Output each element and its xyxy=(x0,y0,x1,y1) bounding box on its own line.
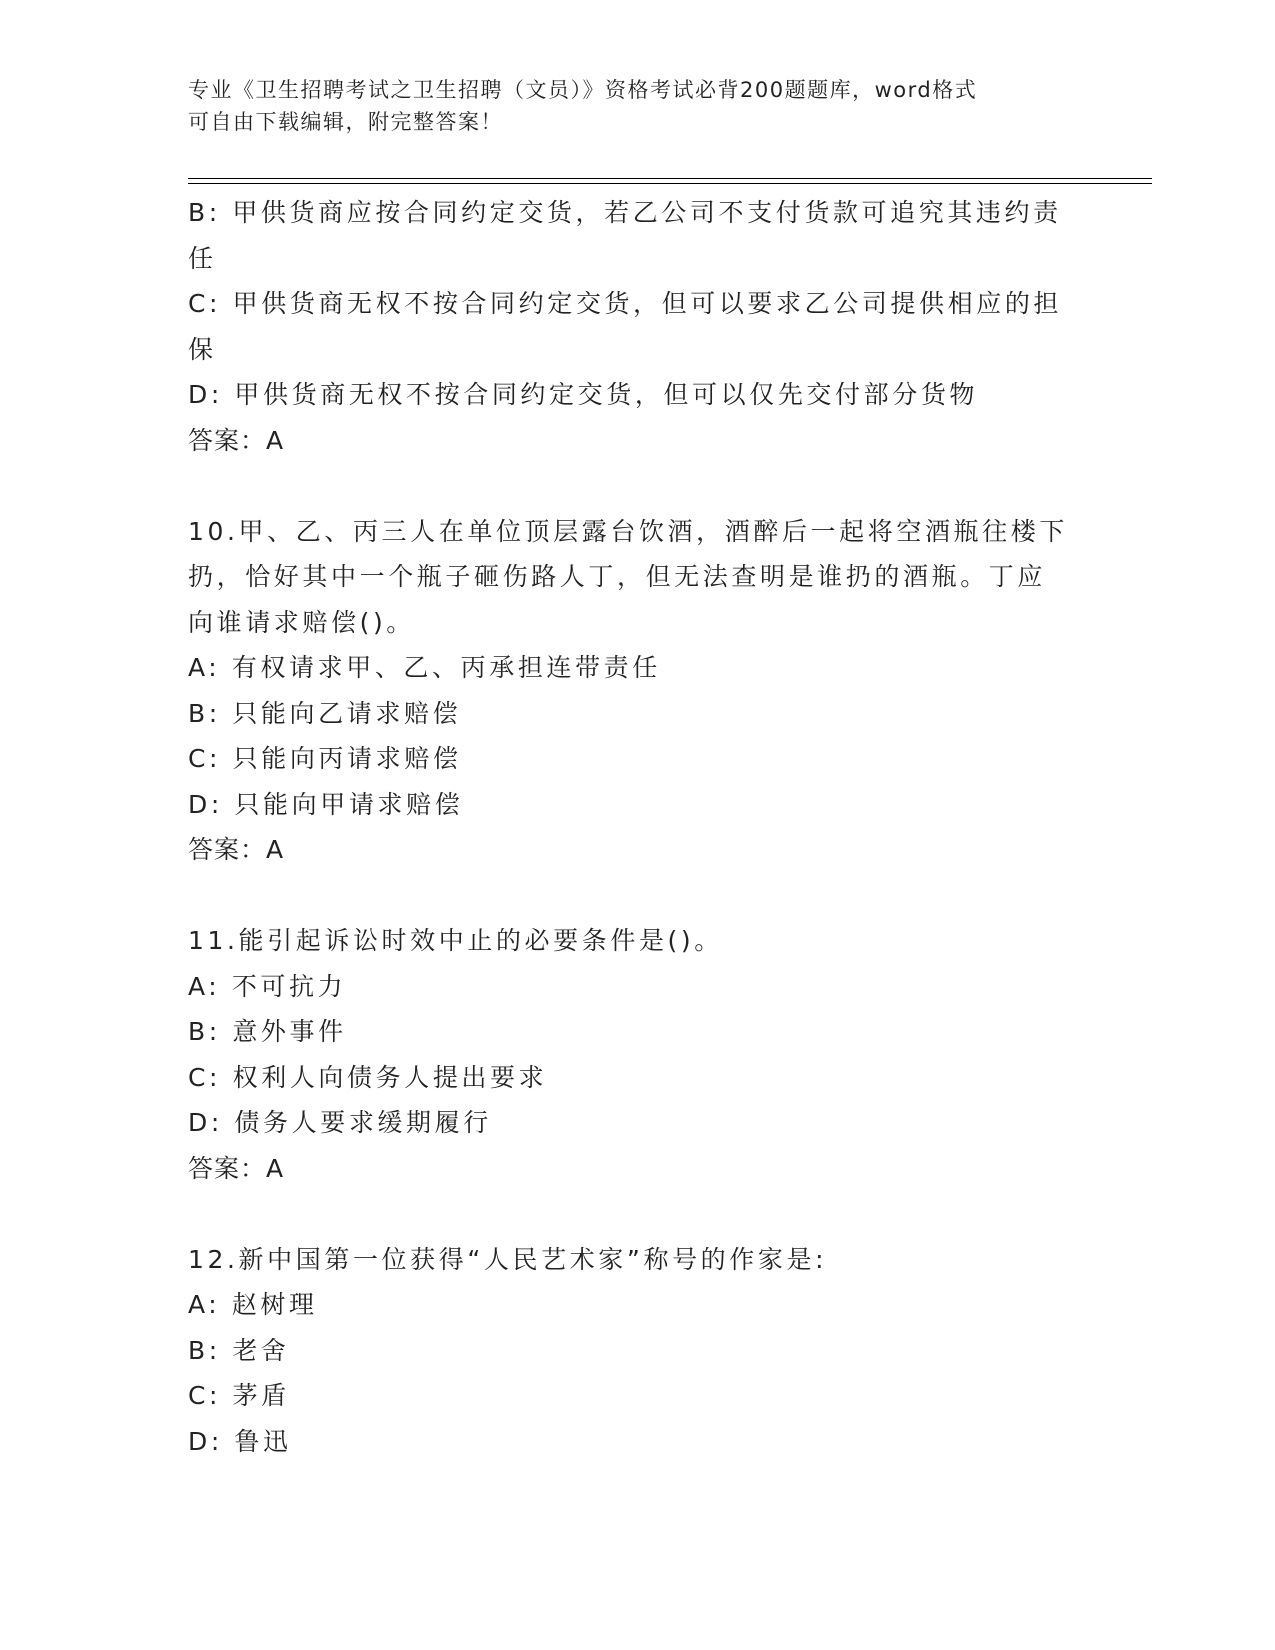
option-c-line-1: C: 甲供货商无权不按合同约定交货，但可以要求乙公司提供相应的担 xyxy=(188,289,1063,318)
option-b: B: 意外事件 xyxy=(188,1017,347,1046)
question-stem-line-3: 向谁请求赔偿()。 xyxy=(188,607,415,637)
option-c-line-2: 保 xyxy=(188,334,217,364)
option-b: B: 老舍 xyxy=(188,1335,290,1365)
question-10 xyxy=(188,509,1088,873)
question-stem-line-2: 扔，恰好其中一个瓶子砸伤路人丁，但无法查明是谁扔的酒瓶。丁应 xyxy=(188,562,1047,591)
option-c: C: 只能向丙请求赔偿 xyxy=(188,744,462,773)
option-b-line-1: B: 甲供货商应按合同约定交货，若乙公司不支付货款可追究其违约责 xyxy=(188,198,1062,227)
option-a: A: 有权请求甲、乙、丙承担连带责任 xyxy=(188,653,661,682)
option-a: A: 不可抗力 xyxy=(188,971,347,1001)
header-rule-bottom xyxy=(188,183,1152,184)
question-content xyxy=(188,190,1088,1464)
question-9-tail xyxy=(188,190,1088,463)
option-a: A: 赵树理 xyxy=(188,1290,318,1319)
spacer xyxy=(188,873,1088,919)
option-c: C: 茅盾 xyxy=(188,1381,290,1410)
option-b-line-2: 任 xyxy=(188,243,217,273)
spacer xyxy=(188,463,1088,509)
header-line-1: 专业《卫生招聘考试之卫生招聘（文员）》资格考试必背200题题库，word格式 xyxy=(188,78,978,102)
spacer xyxy=(188,1191,1088,1237)
option-d: D: 甲供货商无权不按合同约定交货，但可以仅先交付部分货物 xyxy=(188,380,979,409)
header-rule-top xyxy=(188,178,1152,179)
option-c: C: 权利人向债务人提出要求 xyxy=(188,1062,548,1092)
document-header xyxy=(188,74,1088,138)
question-stem-line-1: 10.甲、乙、丙三人在单位顶层露台饮酒，酒醉后一起将空酒瓶往楼下 xyxy=(188,516,1068,546)
question-11 xyxy=(188,918,1088,1191)
question-stem: 12.新中国第一位获得“人民艺术家”称号的作家是: xyxy=(188,1244,828,1274)
header-line-2: 可自由下载编辑，附完整答案！ xyxy=(188,110,503,134)
option-b: B: 只能向乙请求赔偿 xyxy=(188,698,462,728)
option-d: D: 只能向甲请求赔偿 xyxy=(188,789,464,819)
question-12 xyxy=(188,1237,1088,1465)
option-d: D: 债务人要求缓期履行 xyxy=(188,1108,492,1137)
question-stem: 11.能引起诉讼时效中止的必要条件是()。 xyxy=(188,926,723,955)
answer: 答案：A xyxy=(188,425,285,455)
answer: 答案：A xyxy=(188,1153,285,1183)
answer: 答案：A xyxy=(188,835,285,864)
option-d: D: 鲁迅 xyxy=(188,1426,292,1456)
